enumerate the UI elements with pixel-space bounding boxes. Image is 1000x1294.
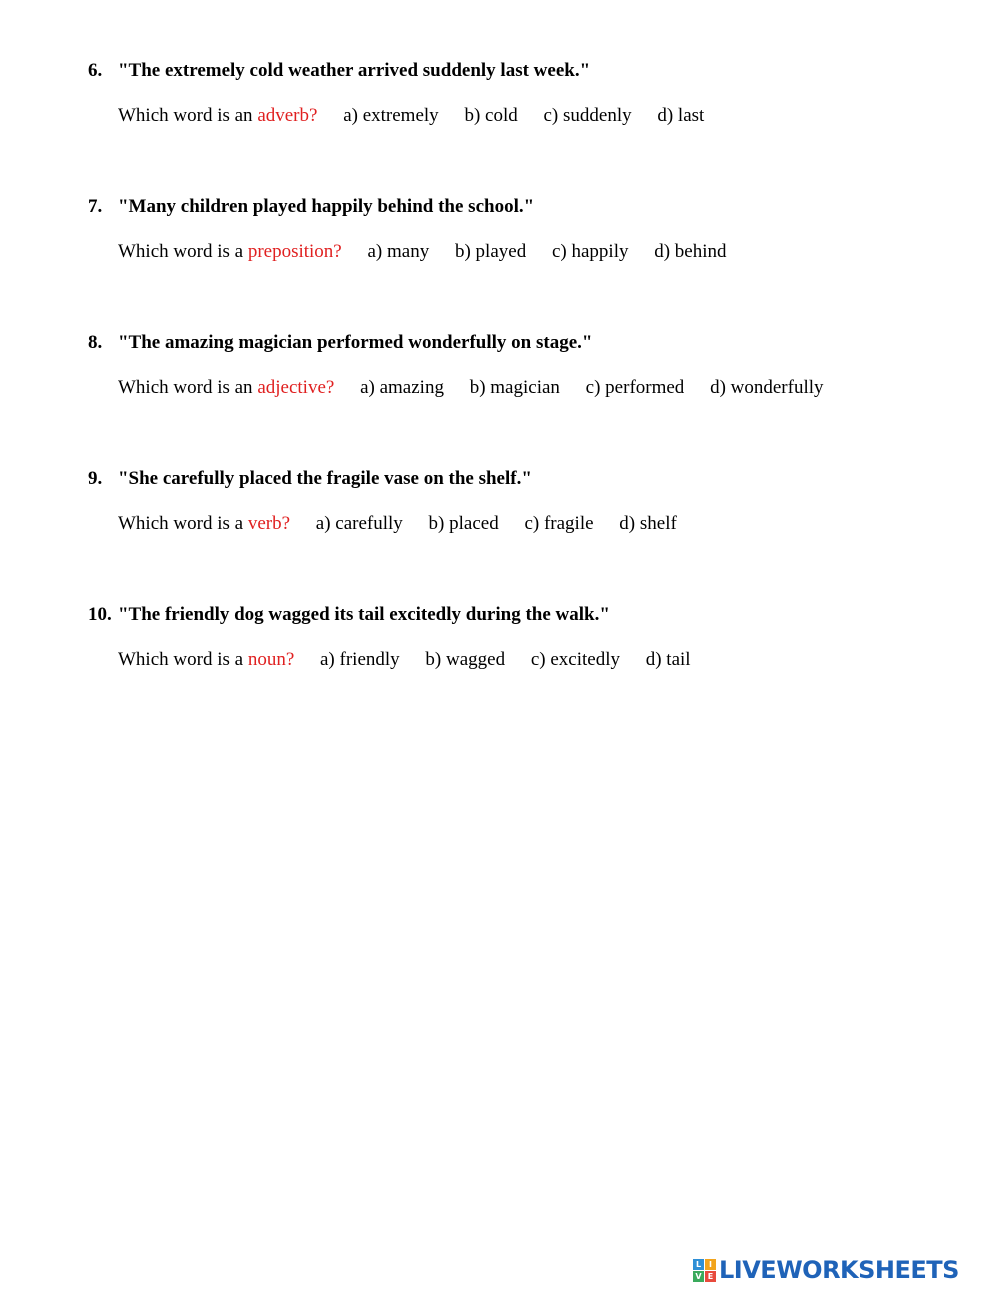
question-heading (88, 60, 968, 82)
question-heading (88, 604, 968, 626)
part-of-speech: preposition? (247, 241, 342, 262)
prompt-text: Which word is a (118, 649, 244, 670)
option-b[interactable]: b) wagged (425, 649, 506, 670)
option-c[interactable]: c) happily (551, 241, 629, 262)
option-c[interactable]: c) suddenly (543, 105, 632, 126)
logo-letter-v: V (693, 1271, 704, 1282)
part-of-speech: adverb? (257, 105, 318, 126)
option-a[interactable]: a) friendly (320, 649, 400, 670)
option-a[interactable]: a) extremely (343, 105, 439, 126)
option-b[interactable]: b) placed (428, 513, 499, 534)
option-d[interactable]: d) shelf (619, 513, 677, 534)
question-heading (88, 196, 968, 218)
option-c[interactable]: c) fragile (524, 513, 594, 534)
logo-letter-e: E (705, 1271, 716, 1282)
question-number: 7. (88, 196, 103, 217)
question-heading (88, 332, 968, 354)
option-c[interactable]: c) performed (585, 377, 685, 398)
option-b[interactable]: b) cold (464, 105, 518, 126)
option-d[interactable]: d) last (657, 105, 705, 126)
liveworksheets-logo (693, 1256, 959, 1284)
question-sentence: "The extremely cold weather arrived suddenly last week." (118, 60, 591, 81)
option-c[interactable]: c) excitedly (530, 649, 620, 670)
question-sentence: "The amazing magician performed wonderfully on stage." (118, 332, 593, 353)
question-number: 6. (88, 60, 103, 81)
question-prompt-line (118, 513, 968, 535)
question-number: 9. (88, 468, 103, 489)
question-heading (88, 468, 968, 490)
logo-text: LIVEWORKSHEETS (719, 1256, 959, 1284)
option-b[interactable]: b) played (454, 241, 527, 262)
question-sentence: "She carefully placed the fragile vase on the shelf." (118, 468, 532, 489)
option-a[interactable]: a) amazing (360, 377, 444, 398)
question-10 (88, 604, 968, 671)
question-7 (88, 196, 968, 263)
question-prompt-line (118, 241, 968, 263)
prompt-text: Which word is an (118, 105, 253, 126)
option-d[interactable]: d) behind (654, 241, 727, 262)
question-sentence: "Many children played happily behind the school." (118, 196, 535, 217)
question-6 (88, 60, 968, 127)
option-b[interactable]: b) magician (469, 377, 560, 398)
logo-letter-l: L (693, 1259, 704, 1270)
option-d[interactable]: d) wonderfully (710, 377, 824, 398)
question-9 (88, 468, 968, 535)
question-8 (88, 332, 968, 399)
question-prompt-line (118, 649, 968, 671)
prompt-text: Which word is a (118, 513, 244, 534)
question-prompt-line (118, 105, 968, 127)
part-of-speech: noun? (247, 649, 295, 670)
logo-letter-i: I (705, 1259, 716, 1270)
part-of-speech: verb? (247, 513, 291, 534)
prompt-text: Which word is a (118, 241, 244, 262)
part-of-speech: adjective? (257, 377, 335, 398)
option-a[interactable]: a) many (367, 241, 430, 262)
question-sentence: "The friendly dog wagged its tail excitedly during the walk." (118, 604, 610, 625)
question-number: 8. (88, 332, 103, 353)
logo-icon (693, 1259, 716, 1282)
question-number: 10. (88, 604, 112, 625)
option-d[interactable]: d) tail (645, 649, 691, 670)
prompt-text: Which word is an (118, 377, 253, 398)
question-prompt-line (118, 377, 968, 399)
option-a[interactable]: a) carefully (315, 513, 403, 534)
